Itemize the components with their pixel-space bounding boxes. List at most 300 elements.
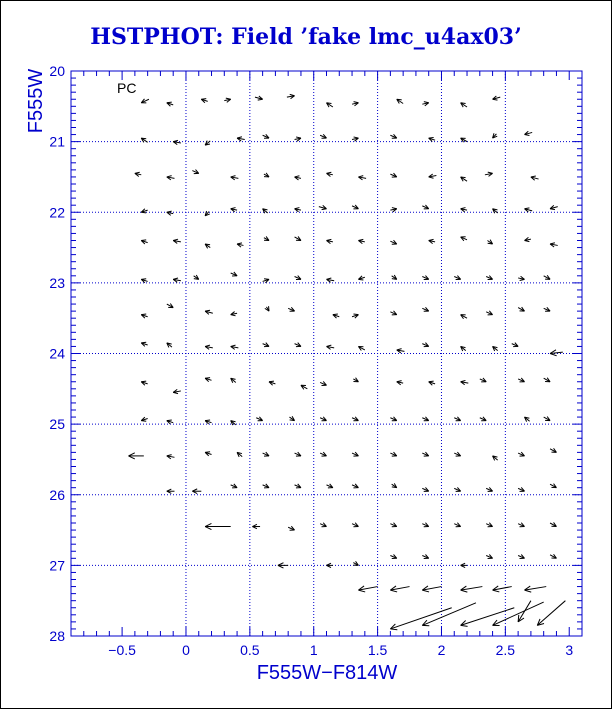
error-vector	[320, 134, 326, 138]
error-vector	[205, 420, 211, 424]
error-vector	[486, 555, 492, 559]
error-vector	[167, 489, 175, 493]
error-vector	[544, 417, 550, 421]
error-vector	[352, 102, 358, 106]
error-vector	[141, 381, 147, 385]
vector-head	[290, 94, 295, 95]
error-vector	[392, 483, 397, 487]
error-vector	[518, 523, 524, 527]
error-vector	[167, 211, 173, 215]
error-vector	[390, 134, 396, 138]
error-vector	[454, 417, 460, 421]
error-vector	[264, 236, 269, 240]
error-vector	[480, 417, 486, 421]
vector-head	[358, 279, 363, 280]
error-vector	[327, 103, 333, 107]
error-vector	[295, 176, 301, 180]
error-vector	[141, 138, 147, 142]
error-vector	[352, 523, 358, 527]
error-vector	[352, 205, 358, 209]
vector-head	[358, 176, 363, 177]
error-vector	[295, 343, 301, 347]
error-vector	[390, 586, 409, 592]
error-vector	[493, 602, 544, 625]
error-vector	[205, 345, 213, 349]
error-vector	[141, 314, 147, 318]
error-vector	[352, 452, 358, 456]
vector-head	[141, 240, 146, 241]
error-vector	[301, 385, 307, 389]
error-vector	[429, 381, 435, 385]
vector-head	[231, 176, 236, 177]
vector-head	[327, 278, 332, 279]
error-vector	[392, 275, 397, 279]
error-vector	[454, 276, 460, 280]
vector-head	[141, 421, 146, 422]
vector-head	[333, 314, 338, 315]
vector-head	[493, 590, 500, 592]
y-tick-label: 27	[49, 557, 65, 574]
error-vector	[289, 416, 294, 420]
error-vector	[422, 276, 428, 280]
error-vector	[263, 452, 269, 456]
vector-head	[295, 176, 300, 177]
vector-head	[141, 138, 146, 139]
vector-shaft	[390, 608, 451, 629]
error-vector	[263, 134, 269, 138]
vector-head	[354, 137, 359, 138]
error-vector	[269, 381, 275, 385]
error-vector	[231, 345, 239, 349]
error-vector	[486, 276, 492, 280]
error-vector	[390, 523, 396, 527]
vector-head	[237, 137, 242, 138]
error-vector	[319, 205, 327, 209]
error-vector	[237, 137, 245, 141]
vector-head	[205, 345, 210, 346]
error-vector	[327, 484, 333, 488]
error-vector	[353, 561, 358, 565]
error-vector	[525, 586, 547, 592]
error-vector	[352, 137, 358, 141]
error-vector	[353, 378, 358, 382]
error-vector	[461, 563, 467, 567]
error-vector	[518, 555, 524, 559]
vector-head	[422, 590, 429, 592]
vector-head	[167, 420, 172, 421]
error-vector	[205, 211, 210, 216]
error-vector	[544, 378, 550, 382]
vector-head	[201, 99, 206, 100]
error-vector	[295, 137, 301, 141]
vector-head	[461, 208, 466, 209]
grid-layer	[71, 71, 582, 636]
error-vector	[278, 563, 288, 568]
error-vector	[358, 276, 364, 280]
error-vector	[252, 524, 260, 528]
error-vector	[320, 452, 326, 456]
vector-head	[231, 208, 236, 209]
vector-head	[141, 342, 146, 343]
error-vector	[518, 307, 524, 311]
y-tick-label: 23	[49, 274, 65, 291]
vector-head	[461, 177, 466, 178]
vector-head	[525, 241, 530, 242]
vector-head	[167, 455, 172, 456]
y-tick-label: 28	[49, 628, 65, 644]
error-vector	[135, 172, 141, 176]
error-vector	[422, 417, 428, 421]
vector-head	[264, 279, 269, 280]
error-vector	[352, 484, 358, 488]
error-vector	[512, 343, 518, 347]
error-vector	[231, 272, 237, 276]
error-vector	[264, 173, 269, 177]
error-vector	[518, 276, 524, 280]
error-vector	[550, 243, 558, 247]
error-vector	[231, 312, 237, 316]
error-vector	[358, 586, 377, 592]
x-tick-label: 1	[309, 642, 318, 658]
error-vector	[454, 487, 460, 491]
error-vector	[287, 94, 295, 98]
error-vector	[461, 380, 469, 384]
error-vector	[493, 346, 498, 351]
error-vector	[256, 417, 262, 421]
error-vector	[550, 522, 556, 526]
x-tick-label: 2.5	[495, 642, 516, 658]
vector-head	[327, 239, 332, 240]
error-vector	[422, 452, 428, 456]
vector-head	[461, 380, 466, 381]
vector-head	[167, 102, 172, 103]
vector-head	[353, 314, 358, 315]
error-vector	[461, 208, 467, 212]
error-vector	[493, 586, 512, 592]
error-vector	[390, 311, 396, 315]
error-vector	[422, 205, 428, 209]
y-tick-label: 22	[49, 204, 65, 221]
error-vector	[205, 310, 213, 314]
pc-annotation: PC	[117, 80, 137, 96]
error-vector	[461, 237, 467, 241]
error-vector	[531, 176, 539, 180]
error-vector	[201, 99, 207, 103]
error-vector	[263, 484, 269, 488]
x-tick-label: 3	[565, 642, 574, 658]
error-vector	[320, 381, 326, 385]
vector-head	[392, 208, 397, 209]
error-vector	[141, 417, 147, 421]
vector-head	[358, 239, 363, 240]
vector-head	[429, 177, 434, 178]
vector-head	[461, 625, 468, 626]
error-vector	[194, 275, 199, 279]
error-vector	[461, 346, 466, 351]
error-vector	[141, 99, 149, 103]
error-vector	[390, 555, 396, 559]
vector-head	[429, 381, 434, 382]
error-vector	[141, 342, 147, 346]
error-vector	[550, 484, 556, 488]
error-vector	[493, 96, 501, 100]
error-vector	[295, 484, 301, 488]
vector-head	[531, 176, 536, 177]
error-vector	[550, 205, 558, 209]
error-vector	[390, 240, 396, 244]
error-vector	[486, 487, 492, 491]
error-vector	[537, 601, 565, 626]
vector-head	[269, 381, 274, 382]
error-vector	[422, 523, 428, 527]
vector-shaft	[461, 608, 515, 626]
error-vector	[422, 586, 441, 592]
ticks-layer	[49, 63, 582, 658]
error-vector	[224, 98, 230, 102]
error-vector	[493, 209, 498, 214]
vector-head	[135, 172, 140, 173]
error-vector	[265, 306, 269, 311]
error-vector	[141, 279, 147, 283]
vector-head	[429, 137, 434, 138]
error-vector	[461, 177, 467, 181]
error-vector	[288, 307, 294, 311]
vector-head	[461, 103, 466, 104]
vector-head	[397, 381, 402, 382]
error-vector	[397, 349, 405, 353]
error-vector	[167, 343, 172, 348]
error-vector	[422, 343, 428, 347]
error-vector	[390, 608, 451, 630]
error-vector	[454, 523, 460, 527]
error-vector	[231, 378, 236, 383]
error-vector	[544, 307, 550, 311]
error-vector	[525, 417, 530, 422]
error-vector	[461, 103, 467, 107]
vector-shaft	[422, 603, 476, 626]
error-vector	[461, 608, 515, 627]
vector-head	[390, 629, 397, 630]
error-vector	[167, 304, 173, 308]
vector-head	[173, 278, 178, 279]
vector-head	[550, 243, 555, 244]
error-vector	[173, 239, 181, 243]
error-vector	[525, 131, 533, 135]
vector-shaft	[518, 601, 531, 622]
error-vector	[518, 601, 531, 622]
error-vector	[390, 208, 396, 212]
error-vector	[486, 311, 492, 315]
error-vector	[237, 243, 243, 247]
error-vector	[237, 452, 242, 457]
error-vector	[192, 489, 201, 494]
error-vector	[320, 523, 326, 527]
error-vector	[205, 141, 210, 146]
error-vector	[518, 378, 524, 382]
vector-head	[488, 172, 493, 173]
error-vector	[486, 523, 492, 527]
vector-head	[141, 381, 146, 382]
error-vector	[480, 378, 486, 382]
y-axis-label: F555W	[25, 68, 47, 134]
error-vector	[173, 389, 181, 393]
chart-title: HSTPHOT: Field ’fake lmc_u4ax03’	[90, 24, 522, 50]
error-vector	[544, 275, 550, 279]
error-vector	[525, 208, 533, 212]
vector-head	[231, 345, 236, 346]
vector-head	[424, 102, 429, 103]
error-vector	[550, 554, 556, 558]
error-vector	[263, 279, 269, 283]
error-vector	[327, 172, 333, 176]
vector-head	[205, 420, 210, 421]
error-vector	[429, 137, 435, 141]
error-vector	[390, 173, 396, 177]
vector-head	[141, 279, 146, 280]
vector-head	[327, 345, 332, 346]
vector-head	[141, 314, 146, 315]
error-vector	[205, 523, 231, 529]
vector-head	[525, 590, 532, 592]
vector-head	[518, 615, 519, 622]
error-vector	[493, 456, 498, 461]
x-tick-label: 2	[437, 642, 446, 658]
error-vector	[173, 278, 181, 282]
vector-head	[322, 209, 327, 210]
error-vector	[288, 526, 294, 530]
error-vector	[205, 452, 211, 456]
vector-head	[327, 172, 332, 173]
y-tick-label: 25	[49, 416, 65, 433]
vector-head	[461, 590, 468, 592]
error-vector	[461, 586, 483, 592]
vector-head	[226, 98, 231, 99]
error-vector	[320, 417, 326, 421]
error-vector	[518, 452, 524, 456]
error-vector	[358, 346, 364, 350]
vector-head	[141, 212, 146, 213]
error-vector	[390, 452, 396, 456]
vectors-layer	[128, 94, 565, 629]
vector-head	[358, 590, 365, 592]
vector-head	[173, 392, 178, 393]
error-vector	[550, 448, 556, 452]
vector-head	[493, 99, 498, 100]
vector-head	[354, 102, 359, 103]
error-vector	[485, 172, 493, 176]
vector-head	[327, 103, 332, 104]
error-vector	[493, 133, 498, 138]
vector-head	[173, 140, 178, 141]
y-tick-label: 20	[49, 63, 65, 79]
vector-head	[550, 209, 555, 210]
error-vector	[231, 176, 239, 180]
error-vector	[352, 314, 358, 318]
error-vector	[333, 314, 339, 318]
error-vector	[263, 343, 269, 347]
error-vector	[167, 102, 173, 106]
error-vector	[461, 315, 467, 319]
error-vector	[231, 208, 237, 212]
x-tick-label: −0.5	[108, 642, 136, 658]
error-vector	[167, 176, 175, 180]
error-vector	[295, 452, 301, 456]
error-vector	[390, 417, 396, 421]
error-vector	[295, 208, 301, 212]
error-vector	[205, 244, 210, 248]
error-vector	[487, 240, 492, 244]
error-vector	[518, 487, 524, 491]
error-vector	[327, 278, 335, 282]
error-vector	[327, 345, 335, 349]
vector-head	[525, 208, 530, 209]
error-vector	[295, 276, 301, 280]
error-vector	[422, 603, 476, 626]
vector-shaft	[493, 602, 544, 625]
error-vector	[422, 555, 428, 559]
y-tick-label: 21	[49, 133, 65, 150]
error-vector	[192, 170, 198, 174]
error-vector	[231, 484, 237, 488]
error-vector	[397, 99, 403, 103]
error-vector	[397, 381, 403, 385]
x-axis-label: F555W−F814W	[256, 662, 398, 684]
error-vector	[358, 239, 364, 243]
y-tick-label: 24	[49, 345, 65, 362]
error-vector	[422, 487, 428, 491]
vector-head	[231, 315, 236, 316]
vector-head	[296, 137, 301, 138]
error-vector	[525, 237, 531, 241]
error-vector	[422, 307, 428, 311]
error-vector	[167, 420, 173, 424]
vector-head	[237, 243, 242, 244]
error-vector	[327, 239, 333, 243]
error-vector	[141, 240, 147, 244]
x-tick-label: 0.5	[240, 642, 260, 658]
error-vector	[422, 102, 428, 106]
vector-head	[173, 239, 178, 240]
vector-head	[205, 452, 210, 453]
error-vector	[255, 96, 263, 100]
error-vector	[167, 455, 175, 459]
error-vector	[128, 453, 143, 459]
vector-head	[205, 378, 210, 379]
vector-head	[525, 135, 530, 136]
vector-head	[167, 176, 172, 177]
y-tick-label: 26	[49, 486, 65, 503]
vector-head	[390, 590, 397, 592]
vector-head	[520, 279, 525, 280]
vector-head	[397, 99, 402, 100]
error-vector	[352, 417, 358, 421]
vector-head	[550, 354, 557, 356]
error-vector	[454, 452, 460, 456]
error-vector	[205, 378, 211, 382]
error-vector	[327, 563, 333, 567]
x-tick-label: 1.5	[367, 642, 388, 658]
vector-head	[258, 99, 263, 100]
vector-head	[295, 208, 300, 209]
error-vector	[295, 236, 301, 240]
error-vector	[429, 174, 437, 178]
x-tick-label: 0	[182, 642, 190, 658]
error-vector	[429, 239, 435, 243]
vector-shaft	[537, 601, 565, 626]
error-vector	[550, 350, 563, 356]
error-vector	[358, 176, 366, 180]
vector-head	[205, 310, 210, 311]
